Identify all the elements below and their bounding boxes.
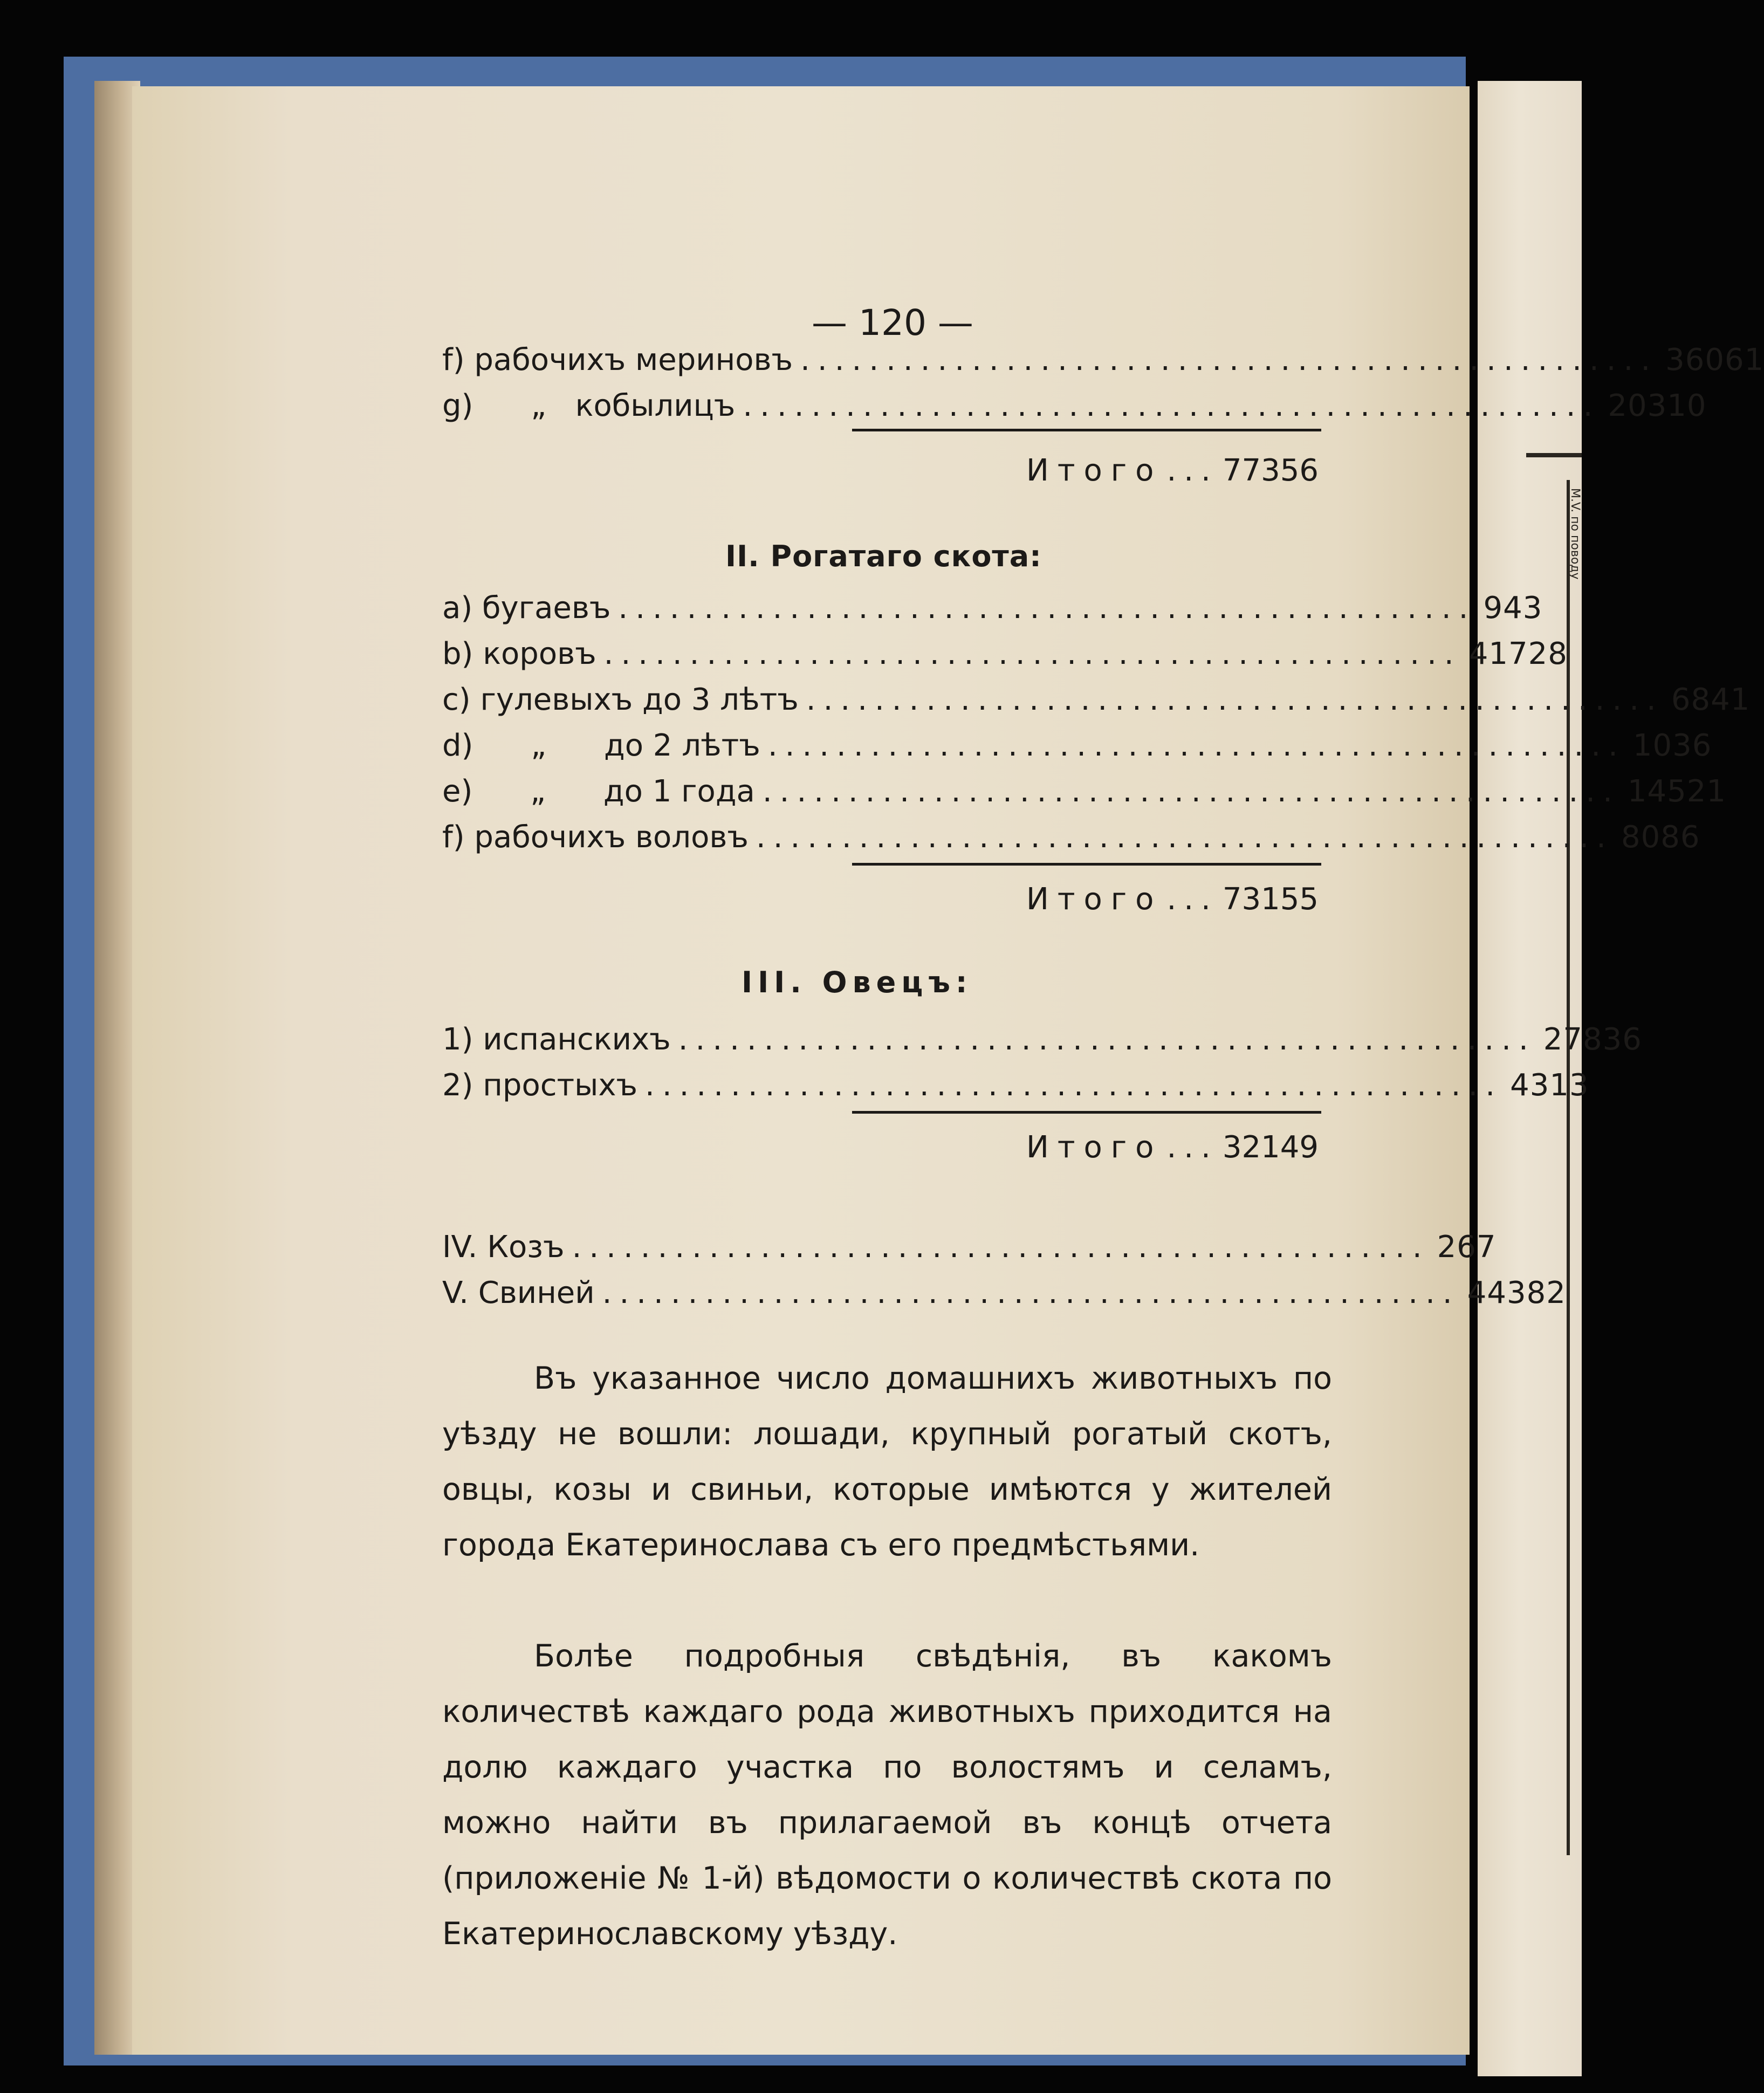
section-heading: II. Рогатаго скота:: [725, 539, 1042, 573]
list-item: [442, 682, 1751, 731]
row-value: 14521: [1627, 774, 1727, 809]
list-item: [442, 1022, 1642, 1070]
row-value: 4313: [1510, 1068, 1589, 1103]
list-item: [442, 591, 1543, 639]
list-item: [442, 820, 1700, 868]
leader-dots: ...: [1166, 1130, 1218, 1165]
row-label: e) „ до 1 года: [442, 774, 755, 809]
row-value: 1036: [1632, 728, 1712, 763]
list-item: [442, 1275, 1566, 1324]
facing-page-header: M.V. по поводу: [1568, 488, 1582, 580]
leader-dots: ..................................................: [678, 1022, 1536, 1057]
total-value: 73155: [1222, 882, 1319, 917]
row-label: b) коровъ: [442, 636, 596, 671]
total-row: [442, 882, 1319, 930]
body-paragraph: Въ указанное число домашнихъ животныхъ по уѣзду не вошли: лошади, крупный рогатый скотъ, овцы, козы и свиньи, которые имѣются у жителей города Екатеринослава съ его предмѣстьями.: [442, 1361, 1332, 1563]
row-label: g) „ кобылицъ: [442, 388, 736, 423]
row-value: 20310: [1608, 388, 1707, 423]
row-label: a) бугаевъ: [442, 591, 611, 626]
leader-dots: ..................................................: [603, 636, 1461, 671]
leader-dots: ..................................................: [743, 388, 1601, 423]
row-value: 8086: [1621, 820, 1700, 855]
row-label: f) рабочихъ мериновъ: [442, 342, 793, 378]
list-item: [442, 774, 1727, 822]
sum-rule: [852, 429, 1321, 431]
leader-dots: ..................................................: [800, 342, 1658, 378]
leader-dots: ..................................................: [756, 820, 1614, 855]
list-item: [442, 728, 1712, 777]
total-label: Итого: [1026, 453, 1163, 488]
leader-dots: ..................................................: [762, 774, 1620, 809]
row-label: d) „ до 2 лѣтъ: [442, 728, 760, 763]
row-label: c) гулевыхъ до 3 лѣтъ: [442, 682, 799, 717]
row-value: 6841: [1671, 682, 1751, 717]
row-label: f) рабочихъ воловъ: [442, 820, 749, 855]
row-label: 2) простыхъ: [442, 1068, 638, 1103]
leader-dots: ..................................................: [618, 591, 1476, 626]
total-label: Итого: [1026, 882, 1163, 917]
row-label: IV. Козъ: [442, 1230, 565, 1265]
row-value: 943: [1483, 591, 1543, 626]
list-item: [442, 1068, 1589, 1116]
leader-dots: ..................................................: [806, 682, 1664, 717]
row-label: V. Свиней: [442, 1275, 595, 1310]
total-row: [442, 453, 1319, 502]
facing-page-rule: [1526, 453, 1582, 457]
row-value: 44382: [1467, 1275, 1566, 1310]
leader-dots: ...: [1166, 882, 1218, 917]
row-value: 41728: [1468, 636, 1568, 671]
row-value: 27836: [1543, 1022, 1642, 1057]
list-item: [442, 1230, 1497, 1278]
sum-rule: [852, 1111, 1321, 1114]
body-paragraph: Болѣе подробныя свѣдѣнія, въ какомъ количествѣ каждаго рода животныхъ приходится на долю каждаго участка по волостямъ и селамъ, можно найти въ прилагаемой въ концѣ отчета (приложеніе № 1-й) вѣдомости о количествѣ скота по Екатеринославскому уѣзду.: [442, 1638, 1332, 1952]
leader-dots: ..................................................: [645, 1068, 1503, 1103]
row-value: 267: [1437, 1230, 1497, 1265]
leader-dots: ..................................................: [767, 728, 1625, 763]
leader-dots: ..................................................: [602, 1275, 1460, 1310]
total-label: Итого: [1026, 1130, 1163, 1165]
sum-rule: [852, 863, 1321, 866]
leader-dots: ..................................................: [572, 1230, 1430, 1265]
leader-dots: ...: [1166, 453, 1218, 488]
total-value: 77356: [1222, 453, 1319, 488]
list-item: [442, 342, 1764, 391]
total-row: [442, 1130, 1319, 1178]
page-number: — 120 —: [812, 302, 973, 344]
row-label: 1) испанскихъ: [442, 1022, 671, 1057]
section-heading: III. Овецъ:: [742, 965, 973, 999]
total-value: 32149: [1222, 1130, 1319, 1165]
row-value: 36061: [1665, 342, 1764, 378]
list-item: [442, 636, 1568, 685]
